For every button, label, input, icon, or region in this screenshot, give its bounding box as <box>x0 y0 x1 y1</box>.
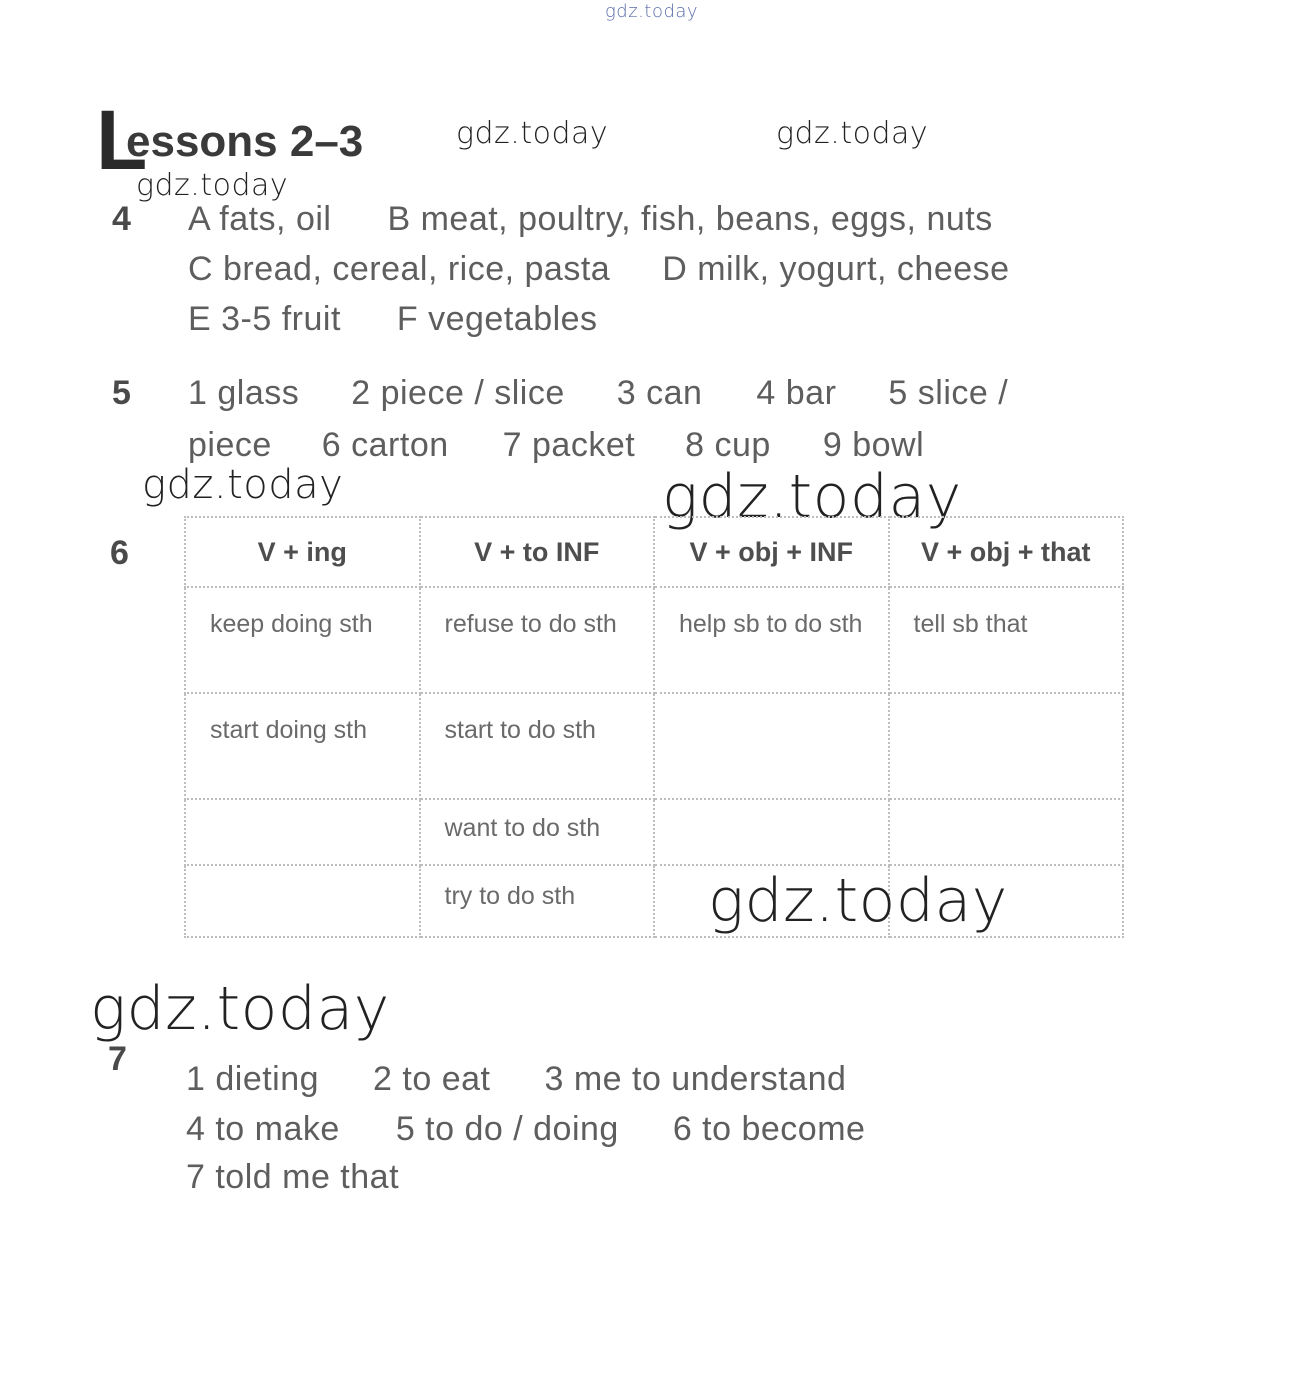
column-header: V + to INF <box>420 517 655 587</box>
table-cell <box>654 693 889 799</box>
answer-item: C bread, cereal, rice, pasta <box>188 250 611 288</box>
exercise-4-line-3 <box>188 300 646 339</box>
answer-item: A fats, oil <box>188 200 332 238</box>
table-cell: start doing sth <box>185 693 420 799</box>
answer-item: 9 bowl <box>822 426 925 464</box>
table-row <box>185 587 1123 693</box>
table-cell: start to do sth <box>420 693 655 799</box>
table-cell: want to do sth <box>420 799 655 865</box>
title-initial: L <box>96 93 146 187</box>
exercise-7-line-2 <box>186 1110 913 1149</box>
exercise-7-number: 7 <box>108 1040 127 1078</box>
answer-item: 6 carton <box>321 426 449 464</box>
exercise-5-line-1 <box>188 374 1056 413</box>
exercise-6-number: 6 <box>110 534 129 572</box>
watermark: gdz.today <box>776 116 929 151</box>
page-title: essons 2–3 <box>126 117 364 166</box>
answer-item: 5 to do / doing <box>395 1110 619 1148</box>
watermark-top: gdz.today <box>605 1 699 22</box>
answer-item: 3 can <box>616 374 703 412</box>
watermark: gdz.today <box>90 974 390 1044</box>
exercise-4-line-1 <box>188 200 1041 239</box>
watermark: gdz.today <box>456 116 609 151</box>
exercise-5-line-2 <box>188 426 972 465</box>
table-row <box>185 799 1123 865</box>
table-cell <box>889 693 1124 799</box>
answer-item: E 3-5 fruit <box>188 300 341 338</box>
table-cell: tell sb that <box>889 587 1124 693</box>
table-header-row <box>185 517 1123 587</box>
answer-item: 4 to make <box>186 1110 340 1148</box>
answer-item: F vegetables <box>396 300 598 338</box>
table-cell <box>185 799 420 865</box>
exercise-7-line-1 <box>186 1060 894 1099</box>
table-cell: keep doing sth <box>185 587 420 693</box>
answer-item: 1 dieting <box>186 1060 320 1098</box>
exercise-4-line-2 <box>188 250 1058 289</box>
answer-item: 8 cup <box>685 426 771 464</box>
exercise-5-number: 5 <box>112 374 131 412</box>
answer-item: 2 to eat <box>373 1060 491 1098</box>
watermark: gdz.today <box>136 168 289 203</box>
answer-item: B meat, poultry, fish, beans, eggs, nuts <box>387 200 993 238</box>
watermark: gdz.today <box>142 462 344 508</box>
table-cell <box>654 799 889 865</box>
table-cell: refuse to do sth <box>420 587 655 693</box>
watermark: gdz.today <box>662 462 962 532</box>
answer-item: 5 slice / <box>888 374 1009 412</box>
watermark: gdz.today <box>708 866 1008 936</box>
column-header: V + obj + INF <box>654 517 889 587</box>
answer-item: 3 me to understand <box>544 1060 847 1098</box>
answer-item: 6 to become <box>672 1110 866 1148</box>
exercise-4-number: 4 <box>112 200 131 238</box>
table-cell: help sb to do sth <box>654 587 889 693</box>
answer-item: 1 glass <box>188 374 300 412</box>
answer-item: 7 packet <box>502 426 636 464</box>
answer-item: 2 piece / slice <box>351 374 565 412</box>
table-cell <box>889 799 1124 865</box>
answer-item: D milk, yogurt, cheese <box>662 250 1010 288</box>
answer-item: piece <box>188 426 272 464</box>
column-header: V + ing <box>185 517 420 587</box>
exercise-7-line-3 <box>186 1158 447 1197</box>
table-cell: try to do sth <box>420 865 655 937</box>
answer-item: 7 told me that <box>186 1158 400 1196</box>
column-header: V + obj + that <box>889 517 1124 587</box>
table-cell <box>185 865 420 937</box>
answer-item: 4 bar <box>756 374 837 412</box>
table-row <box>185 693 1123 799</box>
